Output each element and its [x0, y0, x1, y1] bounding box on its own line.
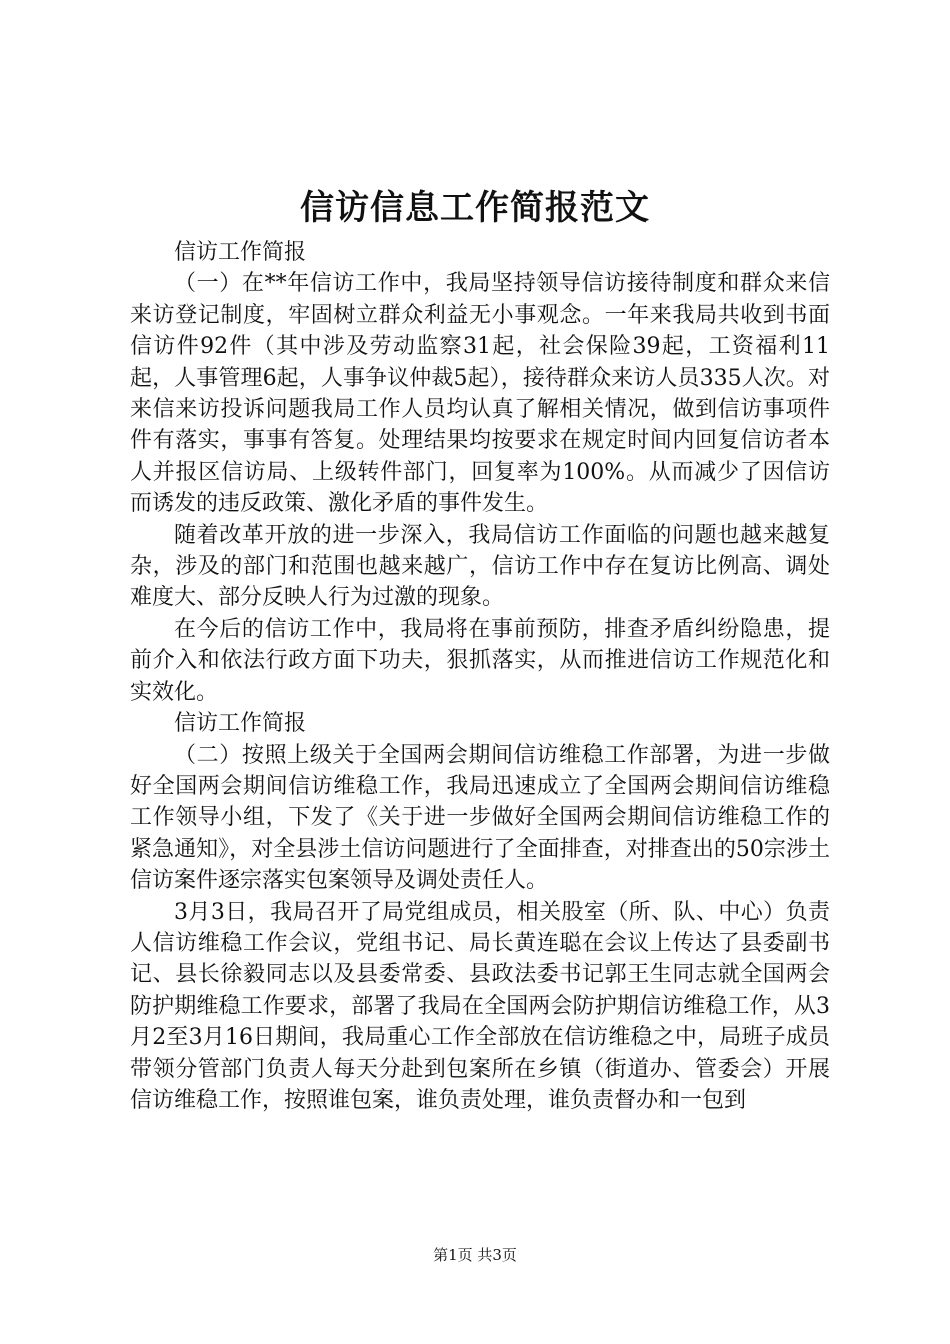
paragraph-2: 随着改革开放的进一步深入，我局信访工作面临的问题也越来越复杂，涉及的部门和范围也越来越广，信访工作中存在复访比例高、调处难度大、部分反映人行为过激的现象。	[130, 522, 830, 611]
section-heading-1: 信访工作简报	[174, 240, 307, 265]
page-footer: 第1页 共3页	[433, 1246, 517, 1264]
section-heading-2: 信访工作简报	[174, 711, 307, 737]
paragraph-5: 3月3日，我局召开了局党组成员，相关股室（所、队、中心）负责人信访维稳工作会议，党组书记、局长黄连聪在会议上传达了县委副书记、县长徐毅同志以及县委常委、县政法委书记郭王生同志就全国两会防护期维稳工作要求，部署了我局在全国两会防护期信访维稳工作，从3月2至3月16日期间，我局重心工作全部放在信访维稳之中，局班子成员带领分管部门负责人每天分赴到包案所在乡镇（街道办、管委会）开展信访维稳工作，按照谁包案，谁负责处理，谁负责督办和一包到	[130, 899, 830, 1113]
document-body	[130, 237, 830, 1116]
paragraph-4: （二）按照上级关于全国两会期间信访维稳工作部署，为进一步做好全国两会期间信访维稳工作，我局迅速成立了全国两会期间信访维稳工作领导小组，下发了《关于进一步做好全国两会期间信访维稳工作的紧急通知》，对全县涉土信访问题进行了全面排查，对排查出的50宗涉土信访案件逐宗落实包案领导及调处责任人。	[130, 742, 830, 894]
paragraph-1: （一）在**年信访工作中，我局坚持领导信访接待制度和群众来信来访登记制度，牢固树立群众利益无小事观念。一年来我局共收到书面信访件92件（其中涉及劳动监察31起，社会保险39起，工资福利11起，人事管理6起，人事争议仲裁5起），接待群众来访人员335人次。对来信来访投诉问题我局工作人员均认真了解相关情况，做到信访事项件件有落实，事事有答复。处理结果均按要求在规定时间内回复信访者本人并报区信访局、上级转件部门，回复率为100%。从而减少了因信访而诱发的违反政策、激化矛盾的事件发生。	[130, 271, 830, 517]
document-title: 信访信息工作简报范文	[300, 188, 650, 228]
paragraph-3: 在今后的信访工作中，我局将在事前预防，排查矛盾纠纷隐患，提前介入和依法行政方面下功夫，狠抓落实，从而推进信访工作规范化和实效化。	[130, 616, 830, 705]
